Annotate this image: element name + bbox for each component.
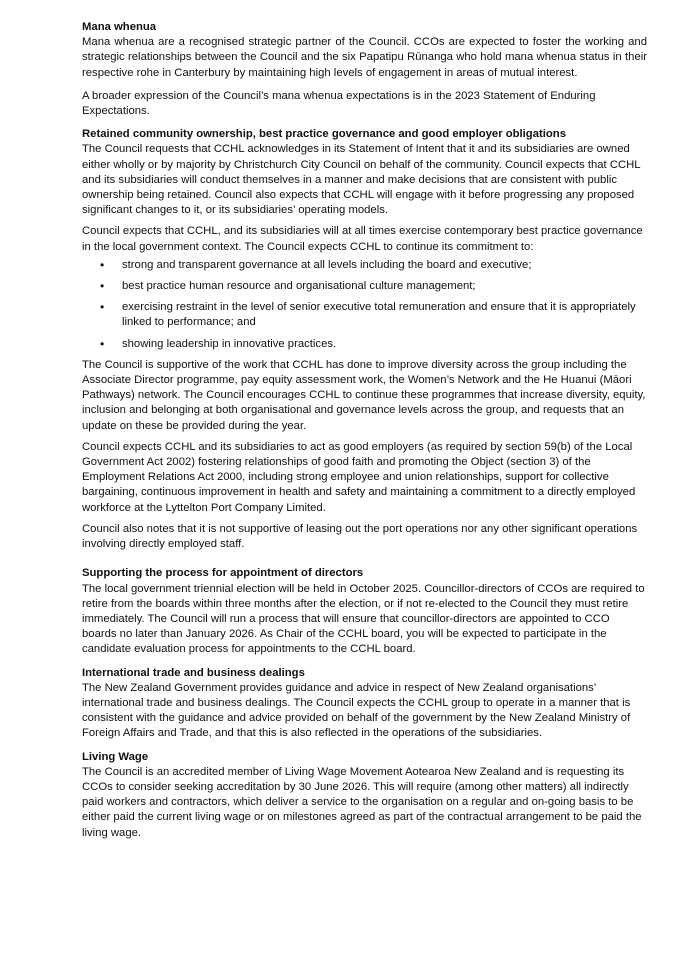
paragraph: A broader expression of the Council’s mana whenua expectations is in the 2023 Statement of Enduring Expectations. (82, 89, 596, 118)
section-mana-whenua (82, 20, 647, 119)
section-heading: Retained community ownership, best practice governance and good employer obligations (82, 128, 566, 141)
paragraph: The Council requests that CCHL acknowledges in its Statement of Intent that it and its subsidiaries are owned either wholly or by majority by Christchurch City Council on behalf of the community. Council expects that CCHL and its subsidiaries will conduct themselves in a manner and make decisions that are consistent with public ownership being retained. Council also expects that CCHL will engage with it before progressing any proposed significant changes to it, or its subsidiaries’ operating models. (82, 143, 641, 217)
list-item (82, 279, 647, 294)
list-item-text: exercising restraint in the level of senior executive total remuneration and ensure that it is appropriately linked to performance; and (122, 301, 636, 329)
section-heading: Mana whenua (82, 21, 157, 33)
list-item (82, 300, 647, 330)
list-item (82, 337, 647, 352)
section-heading: Living Wage (82, 750, 149, 763)
paragraph: The Council is supportive of the work that CCHL has done to improve diversity across the group including the Associate Director programme, pay equity assessment work, the Women’s Network and the He Huanui (Māori Pathways) network. The Council encourages CCHL to continue these programmes that increase diversity, equity, inclusion and belonging at both organisational and governance levels across the group, and requests that an update on these be provided during the year. (82, 358, 646, 432)
paragraph: The Council is an accredited member of Living Wage Movement Aotearoa New Zealand and is requesting its CCOs to consider seeking accreditation by 30 June 2026. This will require (among other matters) all indirectly paid workers and contractors, which deliver a service to the organisation on a regular and on-going basis to be either paid the current living wage or on milestones agreed as part of the contractual arrangement to be paid the living wage. (82, 765, 642, 839)
list-item (82, 258, 647, 273)
bullet-icon: • (100, 257, 105, 272)
bullet-icon: • (100, 336, 105, 351)
paragraph: Mana whenua are a recognised strategic partner of the Council. CCOs are expected to foster the working and strategic relationships between the Council and the six Papatipu Rūnanga who hold mana whenua status in their respective rohe in Canterbury by maintaining high levels of engagement in areas of mutual interest. (82, 36, 647, 79)
paragraph: Council expects CCHL and its subsidiaries to act as good employers (as required by section 59(b) of the Local Government Act 2002) fostering relationships of good faith and promoting the Object (section 3) of the Employment Relations Act 2000, including strong employee and union relationships, support for collective bargaining, continuous improvement in health and safety and maintaining a commitment to a directly employed workforce at the Lyttelton Port Company Limited. (82, 440, 636, 514)
paragraph: Council expects that CCHL, and its subsidiaries will at all times exercise contemporary best practice governance in the local government context. The Council expects CCHL to continue its commitment to: (82, 225, 643, 253)
paragraph: The local government triennial election will be held in October 2025. Councillor-directors of CCOs are required to retire from the boards within three months after the election, or if not re-elected to the Council they must retire immediately. The Council will run a process that will ensure that councillor-directors are appointed to CCO boards no later than January 2026. As Chair of the CCHL board, you will be expected to participate in the candidate evaluation process for appointments to the CCHL board. (82, 582, 645, 656)
section-appointment-of-directors (82, 566, 647, 657)
section-living-wage (82, 750, 647, 841)
section-retained-ownership (82, 127, 647, 552)
commitment-list (82, 258, 647, 352)
section-heading: International trade and business dealings (82, 666, 305, 679)
list-item-text: best practice human resource and organisational culture management; (122, 280, 476, 293)
bullet-icon: • (100, 300, 105, 315)
bullet-icon: • (100, 279, 105, 294)
list-item-text: showing leadership in innovative practices. (122, 337, 337, 350)
section-international-trade (82, 666, 647, 742)
document-page (82, 20, 647, 841)
paragraph: Council also notes that it is not supportive of leasing out the port operations nor any other significant operations involving directly employed staff. (82, 522, 638, 551)
section-heading: Supporting the process for appointment of directors (82, 567, 364, 580)
paragraph: The New Zealand Government provides guidance and advice in respect of New Zealand organisations’ international trade and business dealings. The Council expects the CCHL group to operate in a manner that is consistent with the guidance and advice provided on behalf of the government by the New Zealand Ministry of Foreign Affairs and Trade, and that this is also reflected in the operations of the subsidiaries. (82, 681, 631, 740)
list-item-text: strong and transparent governance at all levels including the board and executive; (122, 258, 532, 271)
